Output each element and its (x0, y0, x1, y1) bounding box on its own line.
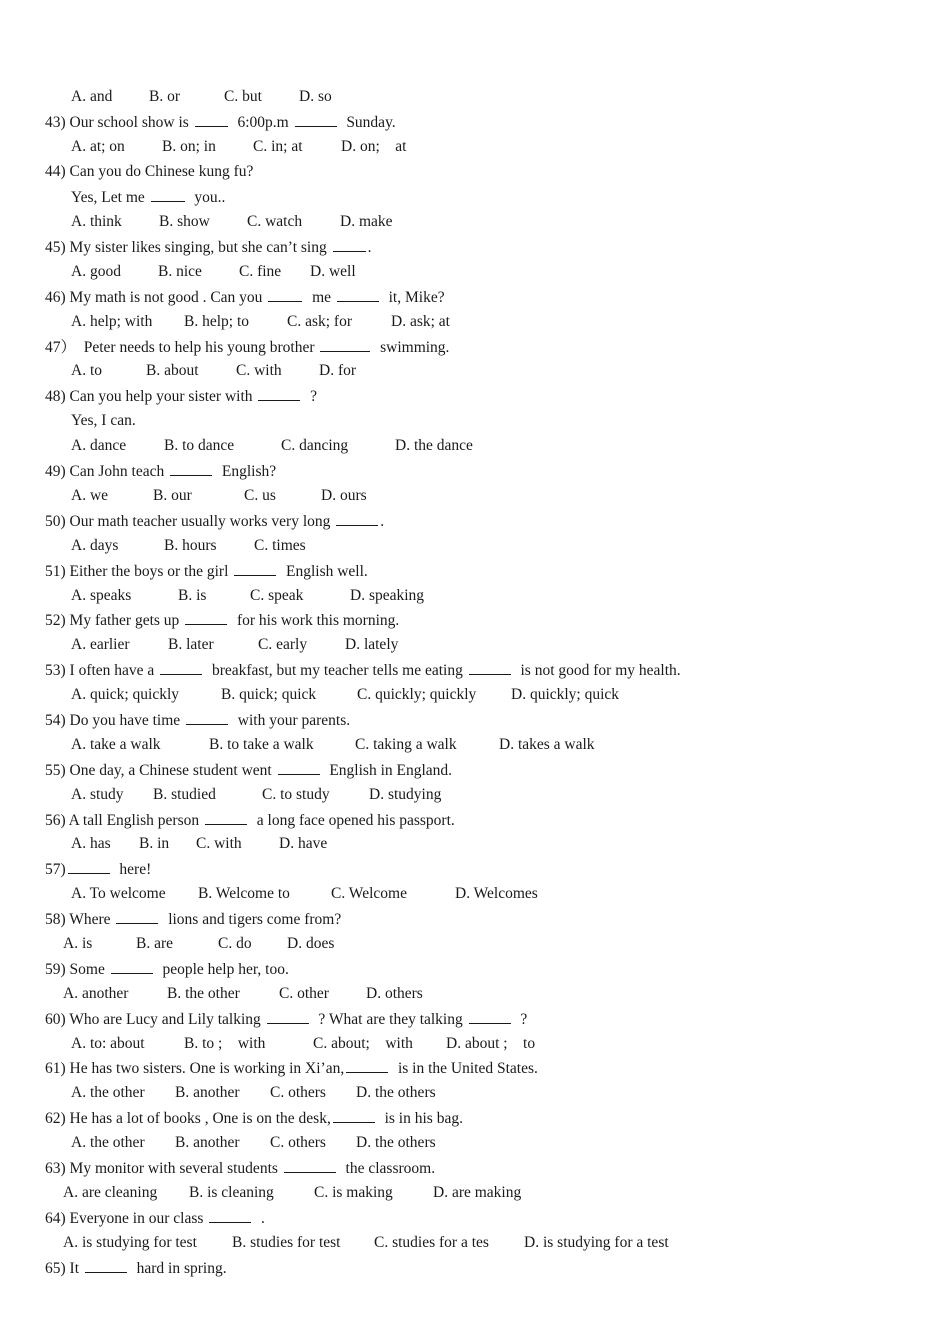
answer-option: C. speak (250, 587, 304, 604)
answer-blank (209, 1208, 251, 1223)
worksheet-line (63, 934, 335, 954)
answer-option: D. are making (433, 1184, 522, 1201)
answer-option: C. others (270, 1134, 326, 1151)
line-text: A. speaks (71, 587, 132, 604)
answer-option: C. studies for a tes (374, 1234, 489, 1251)
worksheet-line (45, 337, 449, 357)
line-text: English well. (278, 563, 368, 580)
worksheet-line (71, 262, 356, 282)
answer-option: B. show (159, 213, 210, 230)
answer-option: C. is making (314, 1184, 393, 1201)
answer-option: D. quickly; quick (511, 686, 620, 703)
worksheet-line (45, 461, 276, 481)
line-text: it, Mike? (380, 289, 445, 306)
line-text: A. to: about (71, 1035, 145, 1052)
line-text: A. to (71, 362, 102, 379)
line-text: 47） Peter needs to help his young brother (45, 339, 319, 356)
worksheet-line (45, 1058, 538, 1078)
worksheet-line (45, 810, 455, 830)
worksheet-line (71, 536, 306, 556)
line-text: 56) A tall English person (45, 812, 204, 829)
worksheet-line (71, 486, 367, 506)
answer-option: C. dancing (281, 437, 349, 454)
line-text: 61) He has two sisters. One is working in Xi’an, (45, 1060, 345, 1077)
line-text: 60) Who are Lucy and Lily talking (45, 1011, 265, 1028)
answer-option: D. the others (356, 1134, 436, 1151)
line-text: is in his bag. (376, 1110, 463, 1127)
line-text: A. To welcome (71, 885, 166, 902)
line-text: A. has (71, 835, 111, 852)
answer-option: C. us (244, 487, 276, 504)
answer-blank (205, 810, 247, 825)
answer-option: B. to dance (164, 437, 235, 454)
line-text: 63) My monitor with several students (45, 1160, 282, 1177)
answer-option: C. early (258, 636, 308, 653)
line-text: a long face opened his passport. (249, 812, 455, 829)
line-text: A. quick; quickly (71, 686, 180, 703)
worksheet-line (45, 660, 681, 680)
answer-blank (278, 760, 320, 775)
worksheet-line (45, 909, 341, 929)
answer-option: C. with (196, 835, 242, 852)
answer-blank (185, 610, 227, 625)
line-text: lions and tigers come from? (160, 911, 342, 928)
line-text: English in England. (321, 762, 453, 779)
worksheet-line (71, 635, 399, 655)
answer-option: C. with (236, 362, 282, 379)
line-text: . (380, 513, 385, 530)
answer-blank (336, 511, 378, 526)
line-text: 59) Some (45, 961, 109, 978)
line-text: 52) My father gets up (45, 612, 184, 629)
line-text: A. is (63, 935, 93, 952)
answer-blank (320, 337, 370, 352)
worksheet-line (71, 212, 393, 232)
worksheet-line (45, 162, 253, 182)
answer-option: B. or (149, 88, 180, 105)
line-text: breakfast, but my teacher tells me eating (204, 662, 467, 679)
answer-option: D. others (366, 985, 423, 1002)
line-text: Yes, I can. (71, 412, 136, 429)
worksheet-line (45, 386, 317, 406)
answer-blank (116, 909, 158, 924)
answer-option: C. taking a walk (355, 736, 457, 753)
line-text: A. at; on (71, 138, 125, 155)
worksheet-line (71, 436, 473, 456)
worksheet-line (71, 685, 620, 705)
answer-option: B. later (168, 636, 214, 653)
line-text: with your parents. (230, 712, 351, 729)
worksheet-line (71, 411, 136, 431)
line-text: 65) It (45, 1260, 83, 1277)
line-text: A. help; with (71, 313, 153, 330)
answer-option: C. Welcome (331, 885, 407, 902)
answer-option: B. another (175, 1134, 240, 1151)
line-text: 50) Our math teacher usually works very long (45, 513, 335, 530)
line-text: A. and (71, 88, 113, 105)
worksheet-line (71, 884, 538, 904)
answer-option: C. watch (247, 213, 303, 230)
worksheet-line (63, 984, 423, 1004)
worksheet-line (45, 511, 384, 531)
line-text: for his work this morning. (229, 612, 400, 629)
line-text: you.. (186, 189, 226, 206)
answer-option: B. another (175, 1084, 240, 1101)
answer-blank (284, 1158, 336, 1173)
answer-option: C. about; with (313, 1035, 413, 1052)
line-text: 45) My sister likes singing, but she can’t sing (45, 239, 331, 256)
line-text: 64) Everyone in our class (45, 1210, 208, 1227)
line-text: 46) My math is not good . Can you (45, 289, 267, 306)
line-text: 58) Where (45, 911, 115, 928)
worksheet-line (45, 760, 452, 780)
worksheet-line (71, 586, 425, 606)
answer-option: C. but (224, 88, 262, 105)
line-text: 54) Do you have time (45, 712, 185, 729)
line-text: . (253, 1210, 265, 1227)
worksheet-line (71, 785, 442, 805)
line-text: A. take a walk (71, 736, 161, 753)
answer-option: D. on; at (341, 138, 407, 155)
answer-option: D. for (319, 362, 357, 379)
answer-option: D. make (340, 213, 393, 230)
answer-option: C. others (270, 1084, 326, 1101)
answer-option: C. fine (239, 263, 282, 280)
answer-blank (111, 959, 153, 974)
worksheet-line (71, 735, 595, 755)
line-text: 55) One day, a Chinese student went (45, 762, 276, 779)
worksheet-line (45, 710, 350, 730)
worksheet-line (45, 959, 289, 979)
answer-option: D. about ; to (446, 1035, 536, 1052)
worksheet-line (45, 112, 396, 132)
answer-option: C. to study (262, 786, 330, 803)
answer-option: D. lately (345, 636, 399, 653)
answer-option: D. takes a walk (499, 736, 595, 753)
line-text: 51) Either the boys or the girl (45, 563, 233, 580)
answer-option: B. to take a walk (209, 736, 314, 753)
line-text: A. think (71, 213, 122, 230)
answer-blank (469, 660, 511, 675)
answer-option: B. studies for test (232, 1234, 341, 1251)
line-text: A. earlier (71, 636, 130, 653)
worksheet-line (71, 1083, 436, 1103)
worksheet-line (71, 187, 225, 207)
answer-option: B. quick; quick (221, 686, 317, 703)
worksheet-line (71, 1034, 536, 1054)
line-text: swimming. (372, 339, 450, 356)
line-text: 48) Can you help your sister with (45, 388, 257, 405)
answer-blank (337, 287, 379, 302)
line-text: ? (302, 388, 318, 405)
answer-blank (346, 1058, 388, 1073)
answer-option: D. speaking (350, 587, 425, 604)
answer-blank (258, 386, 300, 401)
line-text: ? (512, 1011, 528, 1028)
answer-option: B. the other (167, 985, 240, 1002)
answer-option: B. studied (153, 786, 216, 803)
answer-option: B. on; in (162, 138, 216, 155)
answer-blank (234, 561, 276, 576)
answer-blank (186, 710, 228, 725)
answer-blank (267, 1009, 309, 1024)
worksheet-line (71, 312, 450, 332)
line-text: A. dance (71, 437, 127, 454)
line-text: A. we (71, 487, 109, 504)
line-text: A. days (71, 537, 119, 554)
line-text: 49) Can John teach (45, 463, 169, 480)
line-text: A. the other (71, 1134, 145, 1151)
line-text: here! (111, 861, 152, 878)
answer-option: D. the others (356, 1084, 436, 1101)
answer-option: C. ask; for (287, 313, 353, 330)
answer-blank (160, 660, 202, 675)
answer-option: D. Welcomes (455, 885, 538, 902)
line-text: 44) Can you do Chinese kung fu? (45, 163, 254, 180)
line-text: hard in spring. (128, 1260, 227, 1277)
answer-option: B. in (139, 835, 170, 852)
answer-option: C. in; at (253, 138, 303, 155)
worksheet-line (71, 1133, 436, 1153)
answer-option: B. hours (164, 537, 217, 554)
answer-option: D. is studying for a test (524, 1234, 669, 1251)
answer-option: B. nice (158, 263, 202, 280)
line-text: 53) I often have a (45, 662, 159, 679)
line-text: A. good (71, 263, 121, 280)
line-text: is not good for my health. (512, 662, 681, 679)
answer-option: D. have (279, 835, 328, 852)
answer-option: C. times (254, 537, 306, 554)
answer-option: B. is cleaning (189, 1184, 274, 1201)
worksheet-line (45, 1158, 435, 1178)
line-text: ? What are they talking (310, 1011, 467, 1028)
line-text: Sunday. (338, 114, 396, 131)
line-text: me (304, 289, 335, 306)
line-text: A. study (71, 786, 124, 803)
answer-option: B. about (146, 362, 199, 379)
answer-option: C. quickly; quickly (357, 686, 477, 703)
line-text: 57) (45, 861, 66, 878)
line-text: people help her, too. (154, 961, 289, 978)
worksheet-line (45, 1009, 527, 1029)
answer-option: D. ask; at (391, 313, 450, 330)
line-text: 6:00p.m (229, 114, 293, 131)
worksheet-line (63, 1233, 669, 1253)
answer-blank (295, 112, 337, 127)
answer-blank (151, 187, 185, 202)
answer-option: B. to ; with (184, 1035, 266, 1052)
answer-option: B. are (136, 935, 174, 952)
answer-option: B. is (178, 587, 207, 604)
answer-blank (333, 237, 366, 252)
worksheet-line (71, 87, 332, 107)
answer-option: C. other (279, 985, 329, 1002)
answer-blank (333, 1108, 375, 1123)
line-text: A. the other (71, 1084, 145, 1101)
answer-option: D. the dance (395, 437, 473, 454)
line-text: 62) He has a lot of books , One is on the desk, (45, 1110, 331, 1127)
answer-option: D. ours (321, 487, 367, 504)
answer-option: B. our (153, 487, 192, 504)
line-text: A. are cleaning (63, 1184, 158, 1201)
answer-option: B. Welcome to (198, 885, 290, 902)
answer-option: D. studying (369, 786, 442, 803)
worksheet-line (63, 1183, 522, 1203)
line-text: the classroom. (337, 1160, 436, 1177)
answer-option: B. help; to (184, 313, 250, 330)
answer-blank (170, 461, 212, 476)
worksheet-line (71, 137, 407, 157)
worksheet-line (45, 287, 445, 307)
worksheet-line (45, 610, 399, 630)
answer-blank (469, 1009, 511, 1024)
answer-option: D. well (310, 263, 356, 280)
line-text: A. is studying for test (63, 1234, 197, 1251)
answer-blank (195, 112, 228, 127)
answer-blank (68, 859, 110, 874)
worksheet-line (45, 237, 371, 257)
answer-option: D. does (287, 935, 335, 952)
answer-blank (268, 287, 302, 302)
line-text: is in the United States. (390, 1060, 538, 1077)
line-text: A. another (63, 985, 129, 1002)
answer-option: D. so (299, 88, 332, 105)
worksheet-line (45, 859, 151, 879)
worksheet-line (45, 1108, 463, 1128)
worksheet-line (45, 561, 368, 581)
worksheet-line (45, 1208, 265, 1228)
answer-blank (85, 1258, 127, 1273)
answer-option: C. do (218, 935, 252, 952)
worksheet-line (45, 1258, 227, 1278)
worksheet-line (71, 834, 328, 854)
line-text: Yes, Let me (71, 189, 149, 206)
line-text: English? (214, 463, 277, 480)
line-text: 43) Our school show is (45, 114, 193, 131)
worksheet-line (71, 361, 357, 381)
line-text: . (367, 239, 372, 256)
